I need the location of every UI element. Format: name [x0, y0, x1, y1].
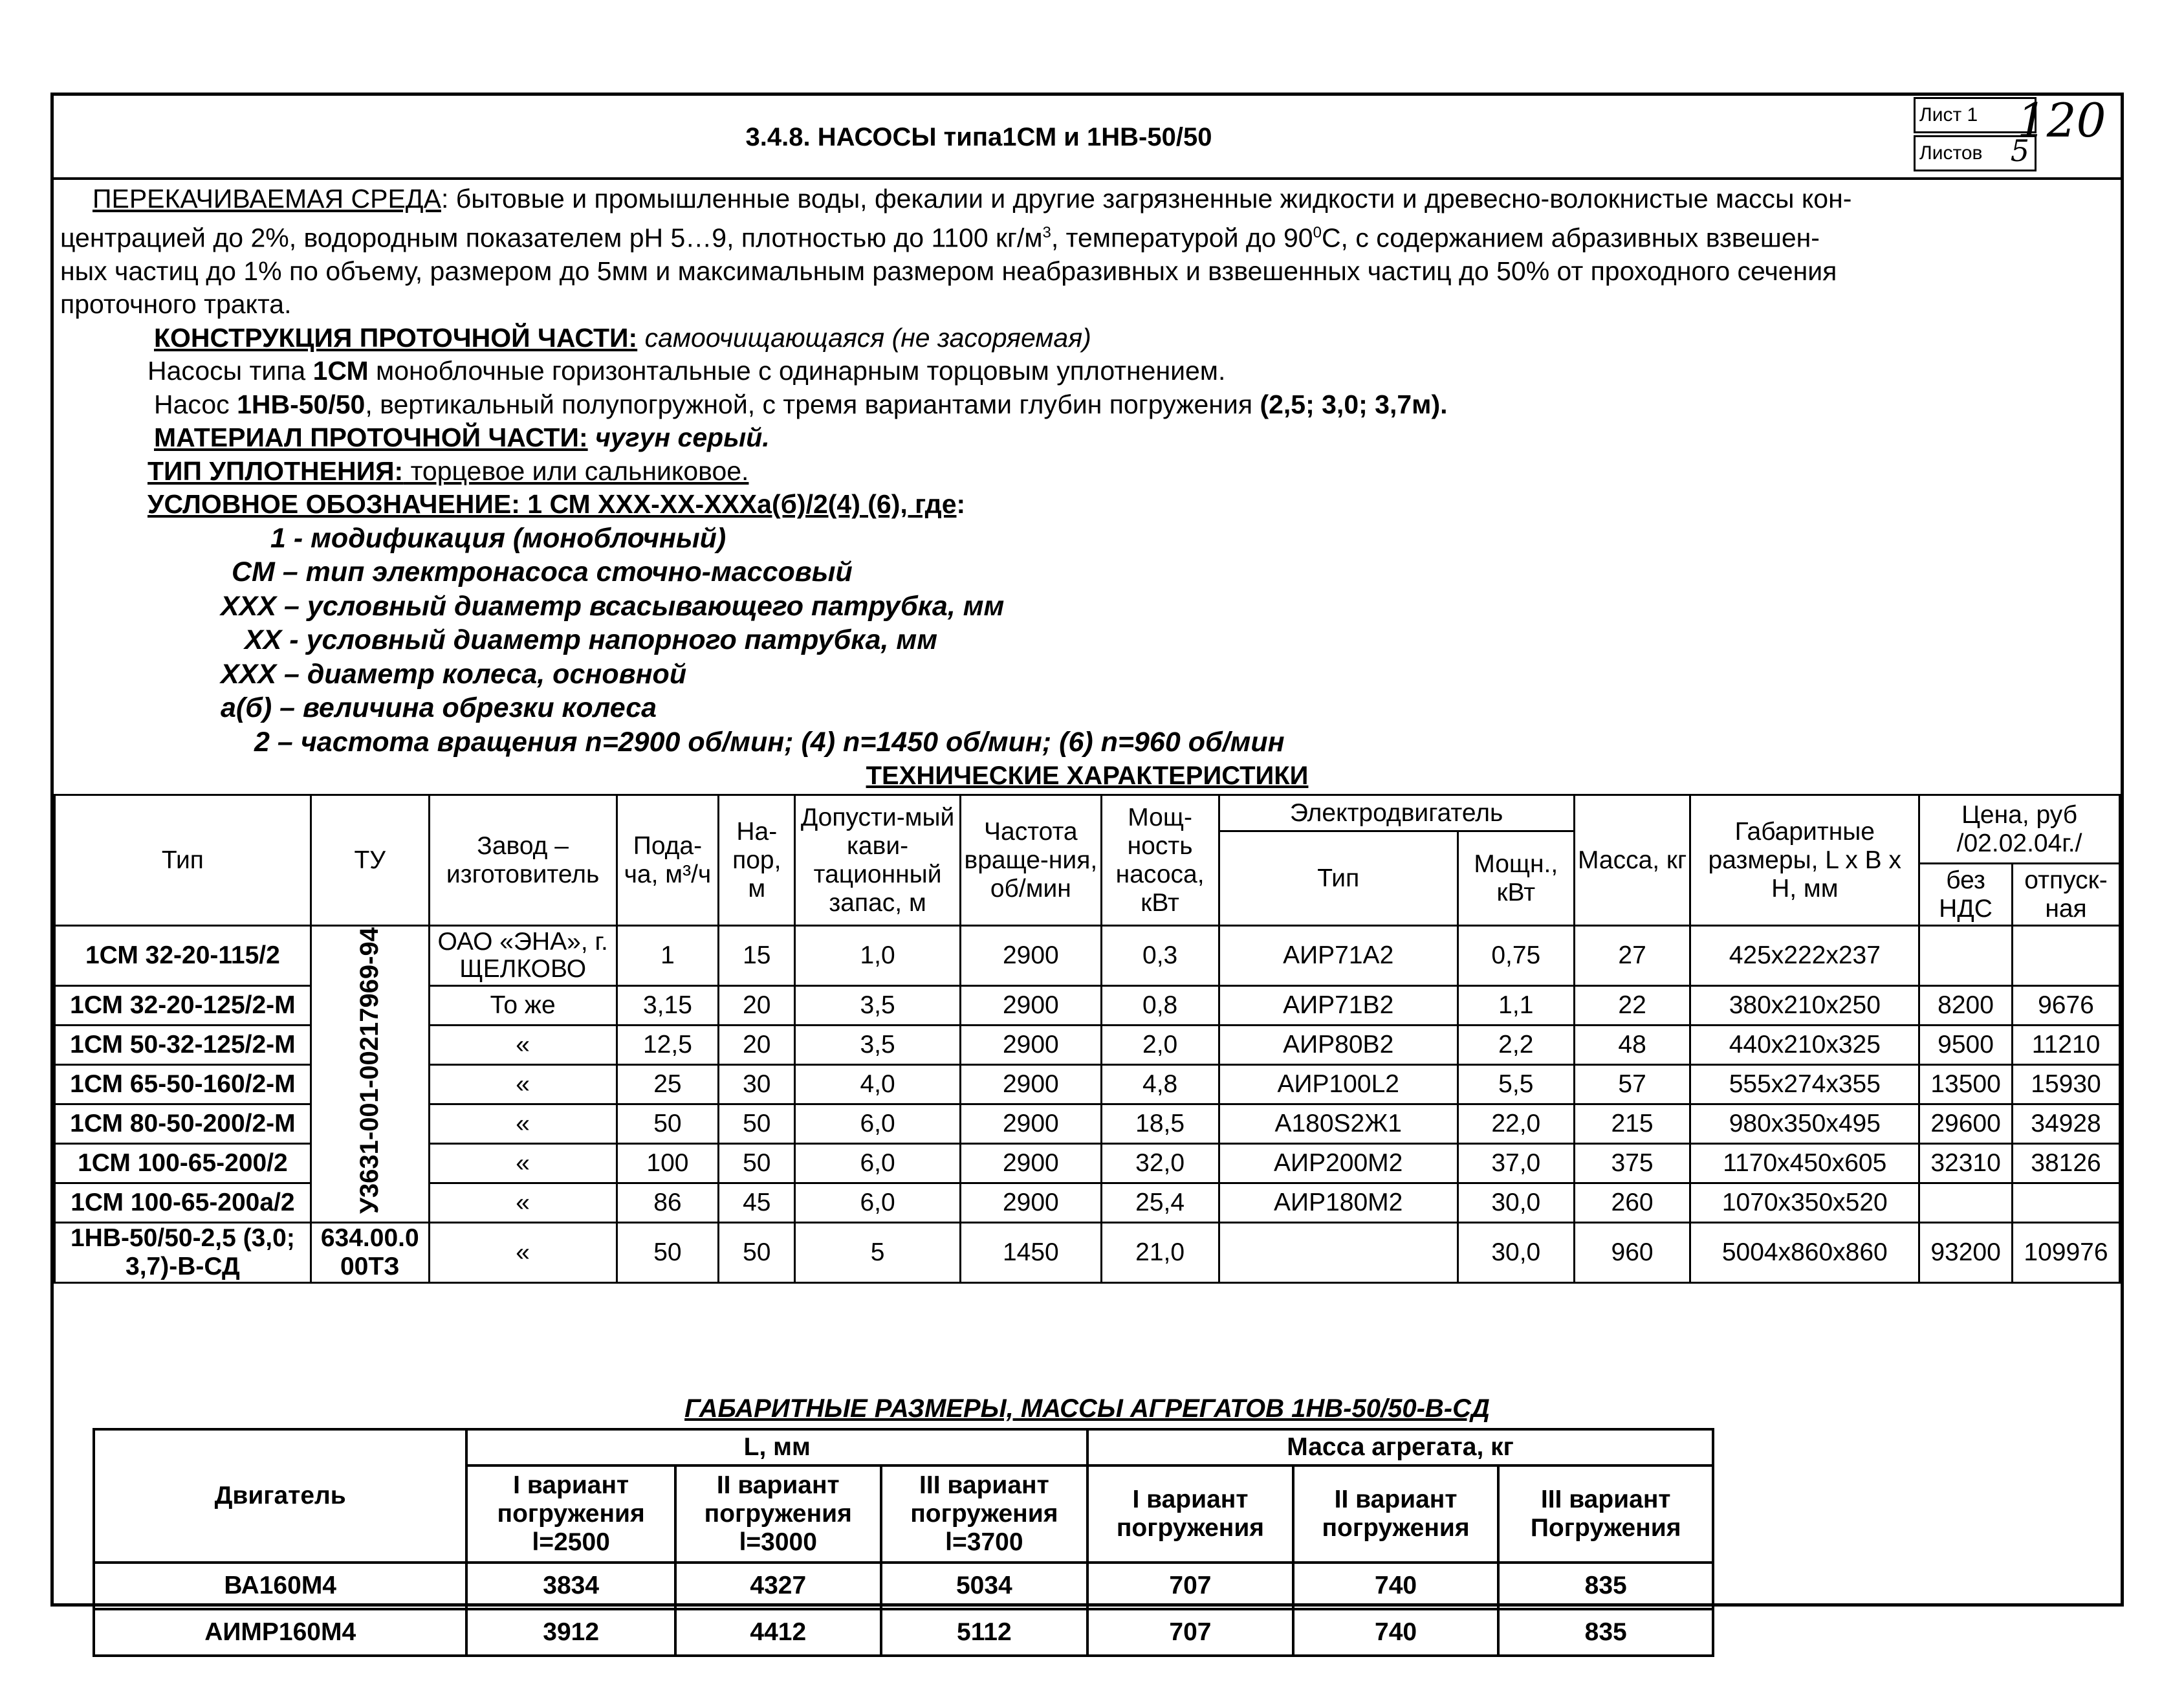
pump-type: 1СМ 100-65-200а/2	[55, 1183, 311, 1223]
price-novat: 13500	[1919, 1065, 2013, 1104]
price-retail	[2012, 926, 2119, 986]
design-line	[60, 322, 2117, 355]
cm-text-b: 1СМ	[312, 356, 369, 386]
medium-line-2b: , температурой до 90	[1051, 223, 1313, 253]
dims-header-m3: III вариант Погружения	[1498, 1465, 1713, 1563]
col-header-power: Мощ-ность насоса, кВт	[1101, 795, 1219, 926]
dims: 440х210х325	[1690, 1026, 1919, 1065]
price-retail	[2012, 1183, 2119, 1223]
cm-line	[60, 355, 2117, 388]
maker: «	[429, 1065, 617, 1104]
col-header-motor-group: Электродвигатель	[1219, 795, 1574, 831]
design-label: КОНСТРУКЦИЯ ПРОТОЧНОЙ ЧАСТИ:	[154, 322, 638, 353]
maker: То же	[429, 986, 617, 1026]
legend-item: а(б) – величина обрезки колеса	[221, 692, 657, 724]
mass: 48	[1574, 1026, 1690, 1065]
pump-type: 1СМ 100-65-200/2	[55, 1144, 311, 1183]
pump-type: 1СМ 50-32-125/2-М	[55, 1026, 311, 1065]
col-header-price-retail: отпуск-ная	[2012, 864, 2119, 926]
motor-power: 30,0	[1458, 1223, 1574, 1283]
head: 50	[719, 1104, 795, 1144]
mass: 960	[1574, 1223, 1690, 1283]
price-novat: 93200	[1919, 1223, 2013, 1283]
dims-header-l1: I вариант погружения l=2500	[466, 1465, 675, 1563]
dims: 425х222х237	[1690, 926, 1919, 986]
col-header-price-novat: без НДС	[1919, 864, 2013, 926]
price-retail: 11210	[2012, 1026, 2119, 1065]
designation-colon: :	[956, 489, 966, 520]
maker: «	[429, 1144, 617, 1183]
medium-line-3: ных частиц до 1% по объему, размером до 5мм и максимальным размером неабразивных и взвешенных частиц до 50% от проходного сечения	[60, 256, 1837, 286]
mass-3: 835	[1498, 1609, 1713, 1656]
cm-text-a: Насосы типа	[147, 356, 313, 386]
length-3: 5112	[881, 1609, 1088, 1656]
medium-text: : бытовые и промышленные воды, фекалии и другие загрязненные жидкости и древесно-волокнистые массы кон-	[441, 184, 1852, 214]
sup-degree: 0	[1313, 223, 1322, 241]
power: 18,5	[1101, 1104, 1219, 1144]
sheets-count: 5	[2010, 133, 2029, 168]
price-novat: 32310	[1919, 1144, 2013, 1183]
dims-header-m2: II вариант погружения	[1293, 1465, 1499, 1563]
nv-text-b: 1НВ-50/50	[237, 389, 366, 419]
motor-type	[1219, 1223, 1458, 1283]
mass: 22	[1574, 986, 1690, 1026]
mass-2: 740	[1293, 1609, 1499, 1656]
legend-item: 2 – частота вращения n=2900 об/мин; (4) n=1450 об/мин; (6) n=960 об/мин	[254, 726, 1285, 758]
nv-text-d: (2,5; 3,0; 3,7м).	[1260, 389, 1448, 419]
maker: «	[429, 1223, 617, 1283]
medium-line-4: проточного тракта.	[60, 289, 292, 320]
price-retail: 109976	[2012, 1223, 2119, 1283]
dims: 555х274х355	[1690, 1065, 1919, 1104]
motor-type: АИР100L2	[1219, 1065, 1458, 1104]
motor-power: 37,0	[1458, 1144, 1574, 1183]
length-1: 3834	[466, 1563, 675, 1609]
col-header-maker: Завод – изготовитель	[429, 795, 617, 926]
mass: 215	[1574, 1104, 1690, 1144]
dims-header-length: L, мм	[466, 1429, 1087, 1465]
pump-type: 1СМ 80-50-200/2-М	[55, 1104, 311, 1144]
sheet-label: Лист 1	[1914, 97, 2037, 133]
col-header-npsh: Допусти-мый кави-тационный запас, м	[795, 795, 961, 926]
mass: 375	[1574, 1144, 1690, 1183]
power: 25,4	[1101, 1183, 1219, 1223]
dims-header-m1: I вариант погружения	[1087, 1465, 1293, 1563]
npsh: 6,0	[795, 1183, 961, 1223]
dims: 1070х350х520	[1690, 1183, 1919, 1223]
mass-2: 740	[1293, 1563, 1499, 1609]
pump-type: 1СМ 65-50-160/2-М	[55, 1065, 311, 1104]
mass: 260	[1574, 1183, 1690, 1223]
dims: 1170х450х605	[1690, 1144, 1919, 1183]
legend-item: ХХХ – диаметр колеса, основной	[221, 658, 687, 690]
mass-3: 835	[1498, 1563, 1713, 1609]
mass-1: 707	[1087, 1563, 1293, 1609]
dims-table	[93, 1428, 1714, 1657]
motor-type: АИР80В2	[1219, 1026, 1458, 1065]
npsh: 3,5	[795, 1026, 961, 1065]
motor-power: 1,1	[1458, 986, 1574, 1026]
speed: 2900	[960, 1065, 1101, 1104]
speed: 2900	[960, 986, 1101, 1026]
motor-power: 0,75	[1458, 926, 1574, 986]
price-retail: 38126	[2012, 1144, 2119, 1183]
head: 50	[719, 1144, 795, 1183]
motor-type: АИР200М2	[1219, 1144, 1458, 1183]
mass: 57	[1574, 1065, 1690, 1104]
motor-power: 2,2	[1458, 1026, 1574, 1065]
legend-item: ХХ - условный диаметр напорного патрубка, мм	[245, 624, 938, 656]
npsh: 4,0	[795, 1065, 961, 1104]
col-header-tu: ТУ	[311, 795, 429, 926]
pump-type: 1СМ 32-20-115/2	[55, 926, 311, 986]
seal-label: ТИП УПЛОТНЕНИЯ:	[147, 455, 404, 486]
dims: 380х210х250	[1690, 986, 1919, 1026]
table-row	[94, 1609, 1713, 1656]
designation-line	[60, 488, 2117, 521]
head: 50	[719, 1223, 795, 1283]
col-header-motor-type: Тип	[1219, 831, 1458, 926]
flow: 3,15	[617, 986, 719, 1026]
col-header-mass: Масса, кг	[1574, 795, 1690, 926]
motor-power: 22,0	[1458, 1104, 1574, 1144]
power: 2,0	[1101, 1026, 1219, 1065]
seal-line	[60, 455, 2117, 488]
document-frame	[50, 93, 2124, 1646]
price-retail: 34928	[2012, 1104, 2119, 1144]
description-block	[60, 182, 2117, 759]
price-novat: 9500	[1919, 1026, 2013, 1065]
seal-text: торцевое или сальниковое.	[403, 455, 749, 486]
flow: 1	[617, 926, 719, 986]
table-row	[94, 1563, 1713, 1609]
dims-header-mass: Масса агрегата, кг	[1087, 1429, 1713, 1465]
npsh: 6,0	[795, 1104, 961, 1144]
table-row	[55, 926, 2120, 986]
price-novat: 8200	[1919, 986, 2013, 1026]
price-retail: 15930	[2012, 1065, 2119, 1104]
dims-header-l3: III вариант погружения l=3700	[881, 1465, 1088, 1563]
power: 0,3	[1101, 926, 1219, 986]
flow: 50	[617, 1223, 719, 1283]
price-novat: 29600	[1919, 1104, 2013, 1144]
tu-vertical: У3631-001-00217969-94	[355, 927, 384, 1214]
speed: 2900	[960, 1026, 1101, 1065]
col-header-head: На-пор, м	[719, 795, 795, 926]
nv-line	[60, 388, 2117, 422]
cm-text-c: моноблочные горизонтальные с одинарным торцовым уплотнением.	[368, 356, 1226, 386]
speed: 2900	[960, 1104, 1101, 1144]
speed: 2900	[960, 1183, 1101, 1223]
head: 20	[719, 986, 795, 1026]
motor-type: АИР180М2	[1219, 1183, 1458, 1223]
npsh: 5	[795, 1223, 961, 1283]
pump-type: 1СМ 32-20-125/2-М	[55, 986, 311, 1026]
head: 45	[719, 1183, 795, 1223]
material-label: МАТЕРИАЛ ПРОТОЧНОЙ ЧАСТИ:	[154, 422, 588, 453]
motor-type: А180S2Ж1	[1219, 1104, 1458, 1144]
tu-cell	[311, 926, 429, 1223]
legend-item: СМ – тип электронасоса сточно-массовый	[232, 556, 853, 588]
npsh: 3,5	[795, 986, 961, 1026]
maker: «	[429, 1183, 617, 1223]
maker: «	[429, 1104, 617, 1144]
specs-title: ТЕХНИЧЕСКИЕ ХАРАКТЕРИСТИКИ	[866, 762, 1309, 790]
nv-text-c: , вертикальный полупогружной, с тремя вариантами глубин погружения	[365, 389, 1260, 419]
sup-cubic: 3	[1042, 223, 1051, 241]
price-retail: 9676	[2012, 986, 2119, 1026]
nv-text-a: Насос	[154, 389, 237, 419]
material-text: чугун серый.	[587, 422, 770, 453]
dims-title: ГАБАРИТНЫЕ РАЗМЕРЫ, МАССЫ АГРЕГАТОВ 1НВ-50/50-В-СД	[684, 1394, 1490, 1423]
col-header-motor-power: Мощн., кВт	[1458, 831, 1574, 926]
npsh: 1,0	[795, 926, 961, 986]
medium-label: ПЕРЕКАЧИВАЕМАЯ СРЕДА	[93, 184, 441, 214]
mass-1: 707	[1087, 1609, 1293, 1656]
power: 32,0	[1101, 1144, 1219, 1183]
document-title: 3.4.8. НАСОСЫ типа1СМ и 1НВ-50/50	[745, 123, 1212, 151]
price-novat	[1919, 1183, 2013, 1223]
designation-label: УСЛОВНОЕ ОБОЗНАЧЕНИЕ: 1 СМ ХХХ-ХХ-ХХХа(б)/2(4) (6), где	[147, 489, 957, 520]
specs-table	[54, 794, 2121, 1284]
price-novat	[1919, 926, 2013, 986]
length-2: 4327	[675, 1563, 881, 1609]
dims: 5004х860х860	[1690, 1223, 1919, 1283]
flow: 86	[617, 1183, 719, 1223]
mass: 27	[1574, 926, 1690, 986]
power: 0,8	[1101, 986, 1219, 1026]
length-1: 3912	[466, 1609, 675, 1656]
col-header-price-group: Цена, руб /02.02.04г./	[1919, 795, 2120, 864]
length-3: 5034	[881, 1563, 1088, 1609]
flow: 25	[617, 1065, 719, 1104]
speed: 2900	[960, 926, 1101, 986]
maker: ОАО «ЭНА», г. ЩЕЛКОВО	[429, 926, 617, 986]
medium-line-2c: С, с содержанием абразивных взвешен-	[1321, 223, 1820, 253]
flow: 12,5	[617, 1026, 719, 1065]
page-number: 120	[2017, 93, 2106, 148]
col-header-speed: Частота враще-ния, об/мин	[960, 795, 1101, 926]
npsh: 6,0	[795, 1144, 961, 1183]
dims: 980х350х495	[1690, 1104, 1919, 1144]
power: 4,8	[1101, 1065, 1219, 1104]
motor-type: АИР71В2	[1219, 986, 1458, 1026]
motor-type: АИР71А2	[1219, 926, 1458, 986]
head: 15	[719, 926, 795, 986]
col-header-dims: Габаритные размеры, L x B x H, мм	[1690, 795, 1919, 926]
dims-header-l2: II вариант погружения l=3000	[675, 1465, 881, 1563]
speed: 2900	[960, 1144, 1101, 1183]
motor: ВА160М4	[94, 1563, 466, 1609]
medium-line-2	[60, 216, 2117, 255]
medium-line-2a: центрацией до 2%, водородным показателем pH 5…9, плотностью до 1100 кг/м	[60, 223, 1043, 253]
dims-header-motor: Двигатель	[94, 1429, 466, 1563]
material-line	[60, 421, 2117, 455]
sheets-label: Листов	[1919, 142, 1983, 164]
table-row	[55, 1223, 2120, 1283]
medium-paragraph	[60, 182, 2117, 216]
motor-power: 5,5	[1458, 1065, 1574, 1104]
motor: АИМР160М4	[94, 1609, 466, 1656]
legend-item: ХХХ – условный диаметр всасывающего патрубка, мм	[221, 590, 1005, 622]
motor-power: 30,0	[1458, 1183, 1574, 1223]
head: 20	[719, 1026, 795, 1065]
legend-item: 1 - модификация (моноблочный)	[270, 522, 726, 554]
tu-code: 634.00.0 00ТЗ	[311, 1223, 429, 1283]
design-text: самоочищающаяся (не засоряемая)	[637, 322, 1091, 353]
flow: 100	[617, 1144, 719, 1183]
col-header-flow: Пода-ча, м³/ч	[617, 795, 719, 926]
power: 21,0	[1101, 1223, 1219, 1283]
document-header	[54, 93, 2121, 180]
length-2: 4412	[675, 1609, 881, 1656]
maker: «	[429, 1026, 617, 1065]
flow: 50	[617, 1104, 719, 1144]
speed: 1450	[960, 1223, 1101, 1283]
head: 30	[719, 1065, 795, 1104]
col-header-type: Тип	[55, 795, 311, 926]
pump-type: 1НВ-50/50-2,5 (3,0; 3,7)-В-СД	[55, 1223, 311, 1283]
